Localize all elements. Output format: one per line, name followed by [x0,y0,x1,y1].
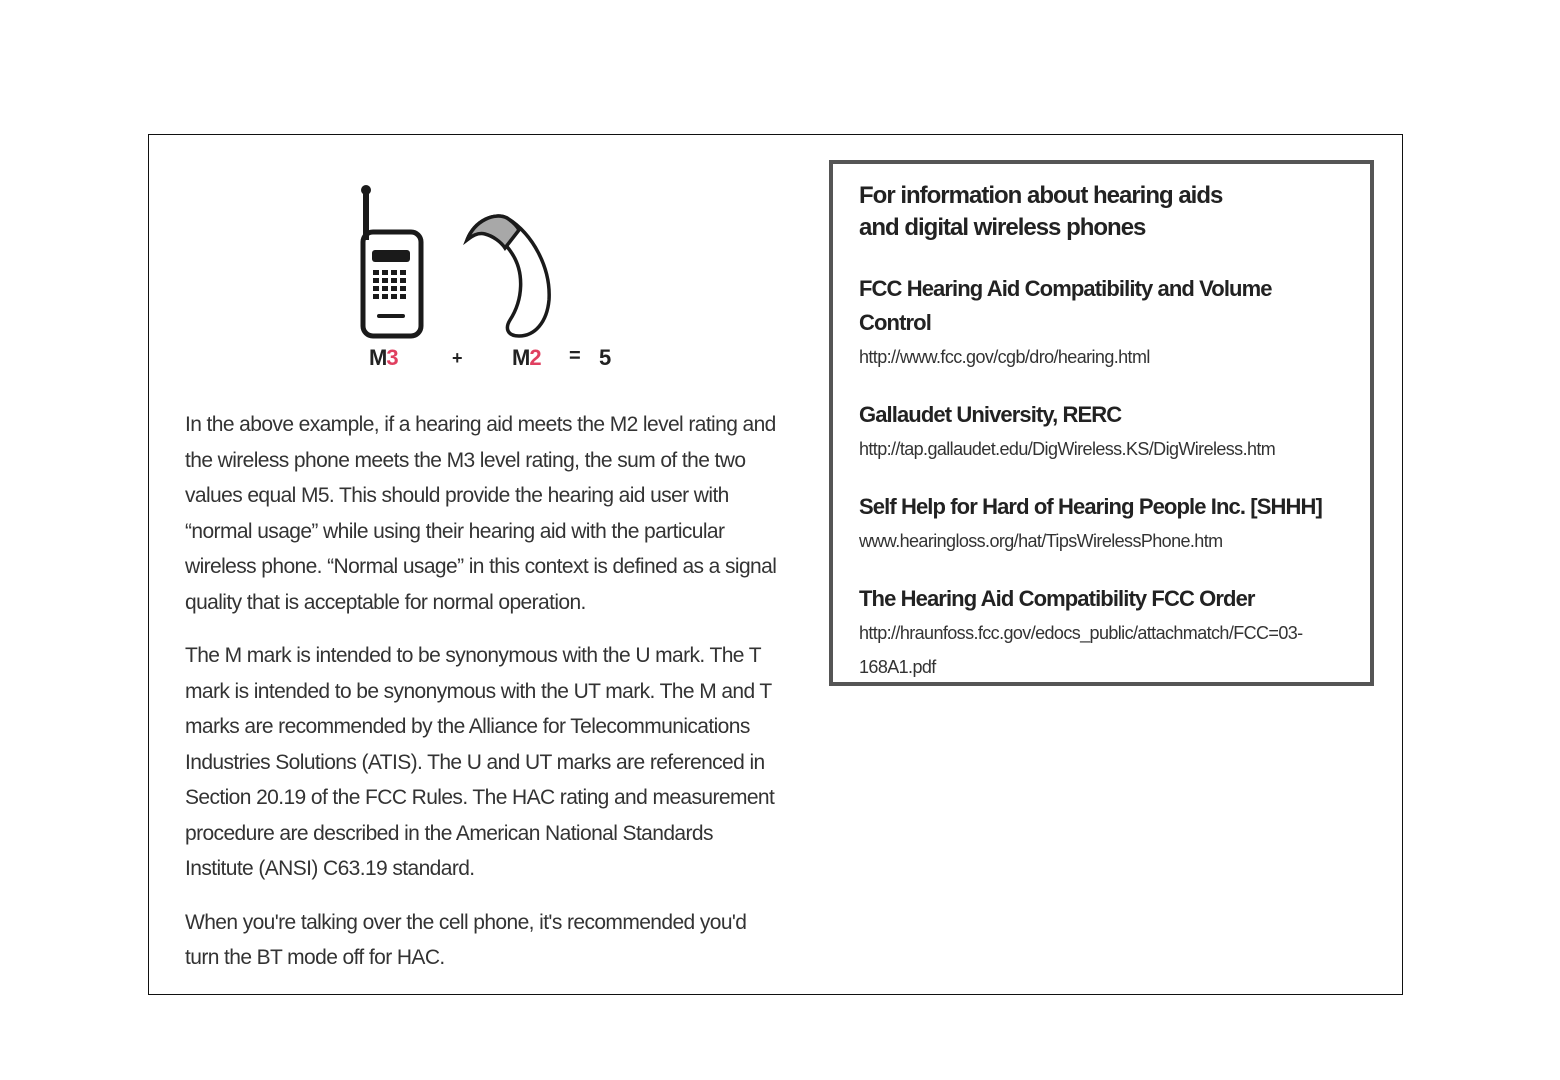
resource-item [859,582,1344,684]
hearing-aid-icon [467,216,549,336]
rating-sum: 5 [599,345,611,370]
phone-rating-label [369,345,398,371]
resource-item [859,490,1344,558]
resource-name: Gallaudet University, RERC [859,402,1122,427]
resource-url[interactable]: http://hraunfoss.fcc.gov/edocs_public/attachmatch/FCC=03-168A1.pdf [859,623,1303,677]
aid-rating-number: 2 [529,345,541,370]
aid-rating-label [512,345,541,371]
cell-phone-icon [361,185,421,336]
resource-name: FCC Hearing Aid Compatibility and Volume Control [859,276,1272,335]
equals-sign: = [569,345,580,367]
resource-url[interactable]: http://www.fcc.gov/cgb/dro/hearing.html [859,347,1150,367]
resource-item [859,398,1344,466]
resource-name: Self Help for Hard of Hearing People Inc. [SHHH] [859,494,1322,519]
resource-url[interactable]: www.hearingloss.org/hat/TipsWirelessPhone.htm [859,531,1223,551]
paragraph-example: In the above example, if a hearing aid meets the M2 level rating and the wireless phone meets the M3 level rating, the sum of the two values equal M5. This should provide the hearing aid user with “normal usage” while using their hearing aid with the particular wireless phone. “Normal usage” in this context is defined as a signal quality that is acceptable for normal operation. [185,413,777,614]
paragraph-bt-mode: When you're talking over the cell phone, it's recommended you'd turn the BT mode off for HAC. [185,910,747,969]
info-box [829,160,1374,686]
resource-item [859,272,1344,374]
hac-rating-figure [355,182,625,374]
paragraph-marks: The M mark is intended to be synonymous with the U mark. The T mark is intended to be synonymous with the UT mark. The M and T marks are recommended by the Alliance for Telecommunications Industries Solutions (ATIS). The U and UT marks are referenced in Section 20.19 of the FCC Rules. The HAC rating and measurement procedure are described in the American National Standards Institute (ANSI) C63.19 standard. [185,644,775,880]
body-text [185,407,785,994]
info-title: For information about hearing aids and digital wireless phones [859,182,1223,241]
resource-url[interactable]: http://tap.gallaudet.edu/DigWireless.KS/DigWireless.htm [859,439,1276,459]
phone-rating-number: 3 [386,345,398,370]
phone-rating-letter: M [369,345,387,370]
resource-name: The Hearing Aid Compatibility FCC Order [859,586,1255,611]
aid-rating-letter: M [512,345,530,370]
plus-sign: + [452,348,462,368]
